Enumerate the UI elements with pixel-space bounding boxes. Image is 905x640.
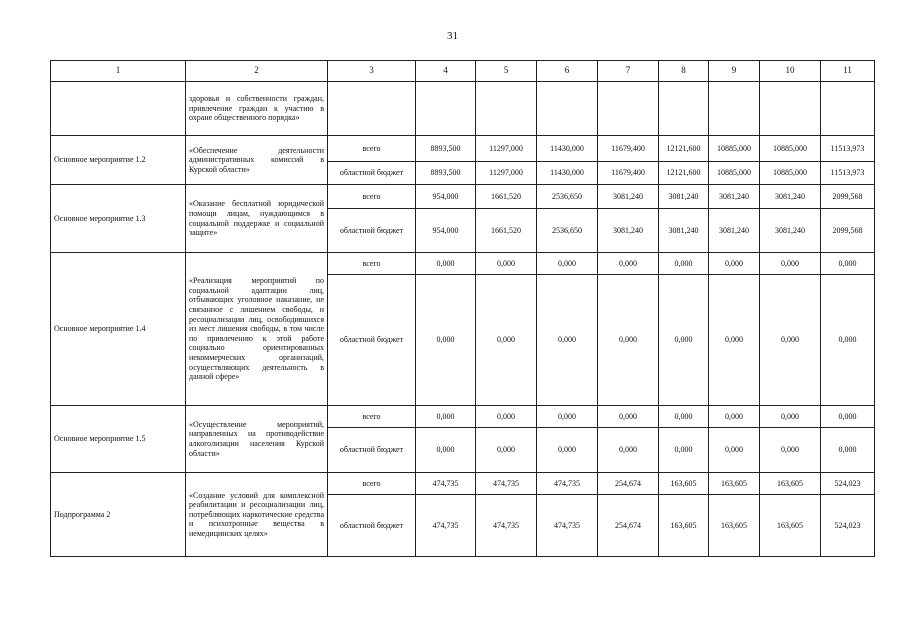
funding-source-cell: областной бюджет — [328, 495, 416, 557]
empty-cell — [537, 82, 598, 136]
value-cell: 3081,240 — [659, 209, 709, 253]
value-cell: 524,023 — [821, 495, 875, 557]
column-header: 9 — [709, 61, 760, 82]
value-cell: 0,000 — [760, 253, 821, 275]
value-cell: 11679,400 — [598, 162, 659, 185]
value-cell: 0,000 — [476, 275, 537, 406]
value-cell: 11679,400 — [598, 136, 659, 162]
empty-cell — [760, 82, 821, 136]
value-cell: 0,000 — [659, 406, 709, 428]
value-cell: 0,000 — [416, 428, 476, 473]
value-cell: 11513,973 — [821, 136, 875, 162]
value-cell: 3081,240 — [709, 209, 760, 253]
value-cell: 10885,000 — [760, 162, 821, 185]
column-header: 4 — [416, 61, 476, 82]
measure-name-cell: Основное мероприятие 1.2 — [51, 136, 186, 185]
measure-description-cell: «Реализация мероприятий по социальной адаптации лиц, отбывающих уголовное наказание, не связанное с лишением свободы, и ресоциализации лиц, освободившихся из мест лишения свободы, в том числе по привлечению к этой работе социально ориентированных некоммерческих организаций, осуществляющих деятельность в данной сфере» — [186, 253, 328, 406]
value-cell: 474,735 — [476, 495, 537, 557]
value-cell: 0,000 — [598, 428, 659, 473]
value-cell: 954,000 — [416, 209, 476, 253]
funding-source-cell: областной бюджет — [328, 428, 416, 473]
column-header: 6 — [537, 61, 598, 82]
measure-name-cell: Основное мероприятие 1.3 — [51, 185, 186, 253]
column-header: 8 — [659, 61, 709, 82]
budget-table — [50, 60, 875, 557]
measure-name-cell: Подпрограмма 2 — [51, 473, 186, 557]
column-header: 7 — [598, 61, 659, 82]
funding-source-cell: всего — [328, 473, 416, 495]
value-cell: 254,674 — [598, 495, 659, 557]
value-cell: 163,605 — [709, 473, 760, 495]
value-cell: 0,000 — [598, 406, 659, 428]
measure-name-cell: Основное мероприятие 1.4 — [51, 253, 186, 406]
value-cell: 474,735 — [537, 473, 598, 495]
value-cell: 0,000 — [709, 428, 760, 473]
value-cell: 3081,240 — [598, 209, 659, 253]
table-row — [51, 253, 875, 275]
funding-source-cell: областной бюджет — [328, 275, 416, 406]
column-header: 2 — [186, 61, 328, 82]
funding-source-cell: областной бюджет — [328, 209, 416, 253]
value-cell: 0,000 — [659, 428, 709, 473]
measure-description-cell: «Создание условий для комплексной реабилитации и ресоциализации лиц, потребляющих наркотические средства и психотропные вещества в немедицинских целях» — [186, 473, 328, 557]
column-header: 5 — [476, 61, 537, 82]
measure-description-cell: «Обеспечение деятельности административных комиссий в Курской области» — [186, 136, 328, 185]
value-cell: 0,000 — [416, 253, 476, 275]
value-cell: 0,000 — [760, 428, 821, 473]
empty-cell — [328, 82, 416, 136]
empty-cell — [476, 82, 537, 136]
value-cell: 0,000 — [476, 428, 537, 473]
value-cell: 0,000 — [821, 253, 875, 275]
column-header: 11 — [821, 61, 875, 82]
value-cell: 0,000 — [537, 406, 598, 428]
value-cell: 0,000 — [821, 428, 875, 473]
value-cell: 0,000 — [476, 406, 537, 428]
value-cell: 0,000 — [760, 275, 821, 406]
value-cell: 0,000 — [760, 406, 821, 428]
value-cell: 254,674 — [598, 473, 659, 495]
value-cell: 163,605 — [659, 473, 709, 495]
continuation-row — [51, 82, 875, 136]
column-header: 3 — [328, 61, 416, 82]
value-cell: 0,000 — [821, 406, 875, 428]
empty-cell — [598, 82, 659, 136]
page-number: 31 — [447, 30, 458, 42]
value-cell: 0,000 — [537, 428, 598, 473]
column-header: 10 — [760, 61, 821, 82]
value-cell: 8893,500 — [416, 136, 476, 162]
value-cell: 11297,000 — [476, 162, 537, 185]
table-row — [51, 406, 875, 428]
value-cell: 0,000 — [709, 406, 760, 428]
empty-cell — [416, 82, 476, 136]
table-row — [51, 185, 875, 209]
value-cell: 11513,973 — [821, 162, 875, 185]
value-cell: 1661,520 — [476, 209, 537, 253]
empty-cell — [821, 82, 875, 136]
value-cell: 163,605 — [760, 473, 821, 495]
funding-source-cell: всего — [328, 253, 416, 275]
value-cell: 2099,568 — [821, 209, 875, 253]
value-cell: 10885,000 — [709, 136, 760, 162]
funding-source-cell: всего — [328, 406, 416, 428]
value-cell: 2536,650 — [537, 209, 598, 253]
value-cell: 0,000 — [659, 253, 709, 275]
value-cell: 0,000 — [416, 275, 476, 406]
value-cell: 163,605 — [709, 495, 760, 557]
measure-name-cell — [51, 82, 186, 136]
value-cell: 163,605 — [659, 495, 709, 557]
measure-description-cell: «Осуществление мероприятий, направленных на противодействие алкоголизации населения Курской области» — [186, 406, 328, 473]
header-row — [51, 61, 875, 82]
value-cell: 3081,240 — [659, 185, 709, 209]
funding-source-cell: областной бюджет — [328, 162, 416, 185]
value-cell: 8893,500 — [416, 162, 476, 185]
value-cell: 12121,600 — [659, 162, 709, 185]
table-row — [51, 473, 875, 495]
value-cell: 0,000 — [416, 406, 476, 428]
value-cell: 0,000 — [659, 275, 709, 406]
value-cell: 3081,240 — [598, 185, 659, 209]
measure-description-cell: здоровья и собственности граждан, привлечение граждан к участию в охране общественного порядка» — [186, 82, 328, 136]
value-cell: 11297,000 — [476, 136, 537, 162]
value-cell: 11430,000 — [537, 136, 598, 162]
value-cell: 474,735 — [416, 473, 476, 495]
value-cell: 3081,240 — [760, 185, 821, 209]
value-cell: 474,735 — [416, 495, 476, 557]
value-cell: 0,000 — [476, 253, 537, 275]
value-cell: 0,000 — [709, 275, 760, 406]
empty-cell — [709, 82, 760, 136]
column-header: 1 — [51, 61, 186, 82]
value-cell: 0,000 — [709, 253, 760, 275]
value-cell: 474,735 — [476, 473, 537, 495]
value-cell: 12121,600 — [659, 136, 709, 162]
measure-description-cell: «Оказание бесплатной юридической помощи лицам, нуждающимся в социальной поддержке и социальной защите» — [186, 185, 328, 253]
value-cell: 2099,568 — [821, 185, 875, 209]
value-cell: 3081,240 — [709, 185, 760, 209]
measure-name-cell: Основное мероприятие 1.5 — [51, 406, 186, 473]
value-cell: 0,000 — [598, 253, 659, 275]
value-cell: 954,000 — [416, 185, 476, 209]
value-cell: 10885,000 — [709, 162, 760, 185]
value-cell: 163,605 — [760, 495, 821, 557]
value-cell: 0,000 — [598, 275, 659, 406]
value-cell: 1661,520 — [476, 185, 537, 209]
value-cell: 3081,240 — [760, 209, 821, 253]
value-cell: 474,735 — [537, 495, 598, 557]
funding-source-cell: всего — [328, 136, 416, 162]
value-cell: 11430,000 — [537, 162, 598, 185]
value-cell: 0,000 — [537, 275, 598, 406]
funding-source-cell: всего — [328, 185, 416, 209]
value-cell: 0,000 — [821, 275, 875, 406]
value-cell: 524,023 — [821, 473, 875, 495]
empty-cell — [659, 82, 709, 136]
table-row — [51, 136, 875, 162]
value-cell: 2536,650 — [537, 185, 598, 209]
value-cell: 0,000 — [537, 253, 598, 275]
value-cell: 10885,000 — [760, 136, 821, 162]
